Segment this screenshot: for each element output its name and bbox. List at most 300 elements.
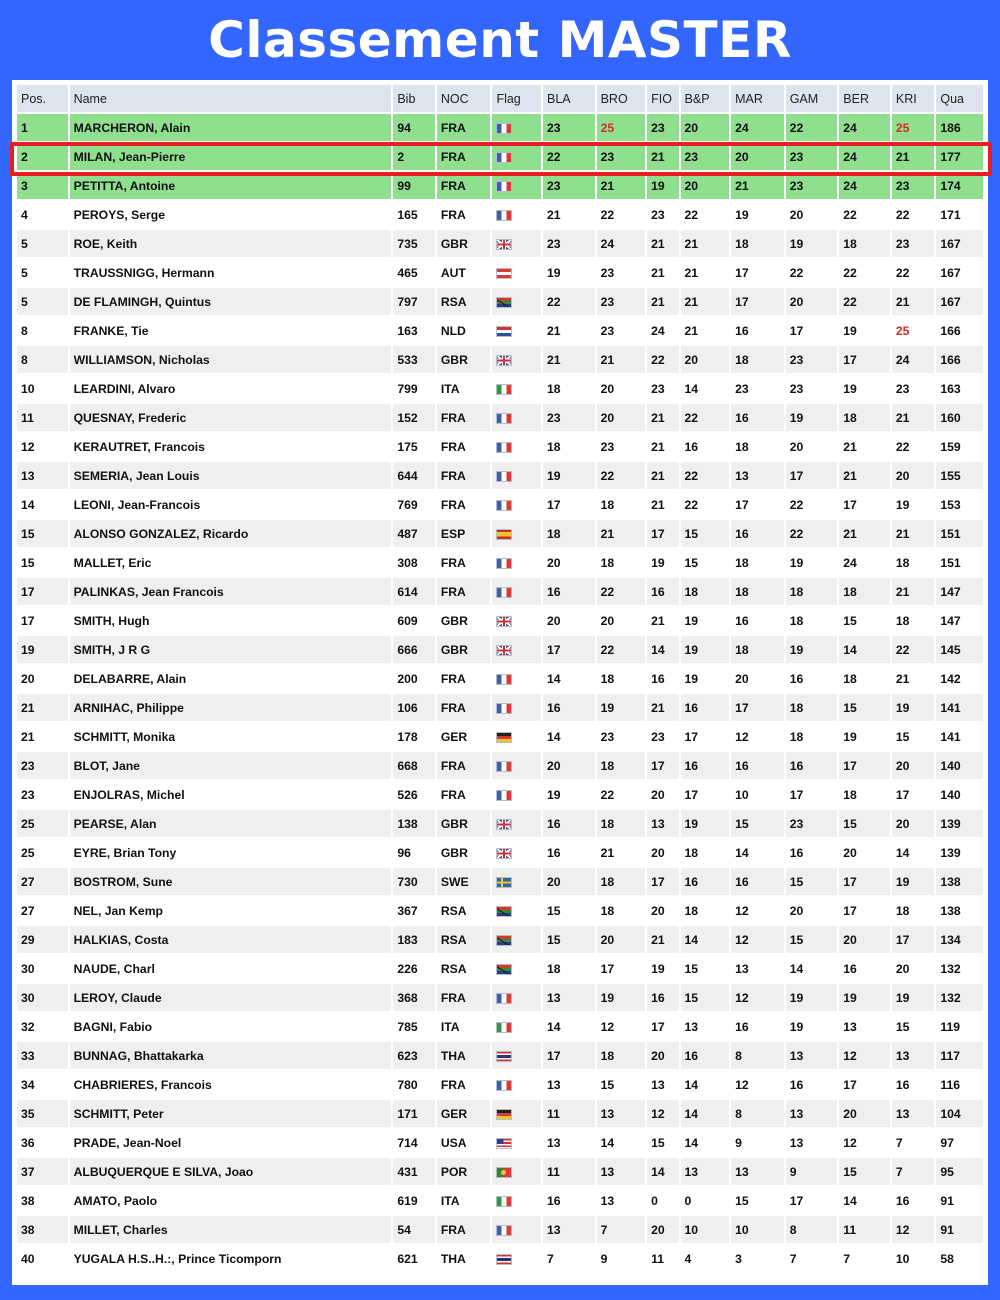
- cell-kri: 16: [892, 1071, 934, 1098]
- cell-flag: [492, 897, 541, 924]
- table-row[interactable]: [17, 578, 983, 605]
- table-row[interactable]: [17, 172, 983, 199]
- flag-gbr-icon: [496, 848, 512, 859]
- table-row[interactable]: [17, 984, 983, 1011]
- cell-bro: 20: [597, 607, 646, 634]
- cell-pos: 30: [17, 984, 68, 1011]
- col-header-pos[interactable]: Pos.: [17, 85, 68, 112]
- cell-bib: 526: [393, 781, 434, 808]
- cell-fio: 20: [647, 1216, 678, 1243]
- table-row[interactable]: [17, 752, 983, 779]
- cell-gam: 18: [786, 723, 838, 750]
- cell-noc: FRA: [437, 549, 491, 576]
- cell-flag: [492, 723, 541, 750]
- flag-fra-icon: [496, 123, 512, 134]
- table-row[interactable]: [17, 404, 983, 431]
- cell-flag: [492, 1071, 541, 1098]
- results-body: [17, 114, 983, 1272]
- cell-noc: GBR: [437, 346, 491, 373]
- cell-fio: 13: [647, 810, 678, 837]
- results-table: [15, 83, 985, 1274]
- cell-fio: 21: [647, 433, 678, 460]
- cell-fio: 0: [647, 1187, 678, 1214]
- cell-kri: 22: [892, 433, 934, 460]
- table-row[interactable]: [17, 636, 983, 663]
- cell-bla: 13: [543, 1216, 595, 1243]
- cell-name: HALKIAS, Costa: [70, 926, 392, 953]
- cell-kri: 18: [892, 897, 934, 924]
- cell-noc: GBR: [437, 839, 491, 866]
- cell-bib: 714: [393, 1129, 434, 1156]
- table-row[interactable]: [17, 462, 983, 489]
- cell-bro: 23: [597, 317, 646, 344]
- cell-fio: 12: [647, 1100, 678, 1127]
- table-row[interactable]: [17, 781, 983, 808]
- cell-pos: 27: [17, 868, 68, 895]
- cell-bro: 23: [597, 143, 646, 170]
- cell-bp: 15: [681, 520, 730, 547]
- cell-fio: 24: [647, 317, 678, 344]
- cell-qua: 145: [936, 636, 983, 663]
- cell-flag: [492, 375, 541, 402]
- page-title: Classement MASTER: [208, 11, 792, 69]
- cell-kri: 17: [892, 781, 934, 808]
- col-header-qua[interactable]: Qua: [936, 85, 983, 112]
- cell-bp: 19: [681, 636, 730, 663]
- cell-pos: 5: [17, 259, 68, 286]
- cell-mar: 18: [731, 433, 784, 460]
- cell-name: DE FLAMINGH, Quintus: [70, 288, 392, 315]
- table-row[interactable]: [17, 230, 983, 257]
- cell-gam: 22: [786, 491, 838, 518]
- cell-mar: 12: [731, 984, 784, 1011]
- cell-name: SMITH, Hugh: [70, 607, 392, 634]
- cell-bp: 14: [681, 926, 730, 953]
- table-row[interactable]: [17, 1100, 983, 1127]
- col-header-mar[interactable]: MAR: [731, 85, 784, 112]
- cell-name: KERAUTRET, Francois: [70, 433, 392, 460]
- cell-name: LEARDINI, Alvaro: [70, 375, 392, 402]
- cell-bp: 22: [681, 462, 730, 489]
- cell-noc: FRA: [437, 1071, 491, 1098]
- table-row[interactable]: [17, 1042, 983, 1069]
- cell-noc: AUT: [437, 259, 491, 286]
- flag-fra-icon: [496, 210, 512, 221]
- cell-pos: 17: [17, 578, 68, 605]
- cell-noc: ITA: [437, 375, 491, 402]
- cell-pos: 5: [17, 230, 68, 257]
- cell-bp: 17: [681, 781, 730, 808]
- cell-flag: [492, 462, 541, 489]
- table-row[interactable]: [17, 926, 983, 953]
- cell-noc: GBR: [437, 230, 491, 257]
- cell-kri: 16: [892, 1187, 934, 1214]
- cell-pos: 15: [17, 549, 68, 576]
- cell-bp: 14: [681, 375, 730, 402]
- cell-gam: 7: [786, 1245, 838, 1272]
- cell-name: NEL, Jan Kemp: [70, 897, 392, 924]
- col-header-gam[interactable]: GAM: [786, 85, 838, 112]
- cell-pos: 21: [17, 723, 68, 750]
- table-row[interactable]: [17, 694, 983, 721]
- table-row[interactable]: [17, 520, 983, 547]
- cell-fio: 14: [647, 1158, 678, 1185]
- cell-pos: 25: [17, 810, 68, 837]
- cell-gam: 23: [786, 810, 838, 837]
- flag-fra-icon: [496, 587, 512, 598]
- cell-bp: 14: [681, 1129, 730, 1156]
- col-header-ber[interactable]: BER: [839, 85, 890, 112]
- cell-qua: 155: [936, 462, 983, 489]
- cell-name: SCHMITT, Peter: [70, 1100, 392, 1127]
- cell-bla: 19: [543, 781, 595, 808]
- cell-fio: 17: [647, 752, 678, 779]
- table-row[interactable]: [17, 1013, 983, 1040]
- flag-gbr-icon: [496, 616, 512, 627]
- cell-bp: 16: [681, 433, 730, 460]
- cell-ber: 19: [839, 317, 890, 344]
- cell-gam: 20: [786, 433, 838, 460]
- cell-bib: 308: [393, 549, 434, 576]
- col-header-fio[interactable]: FIO: [647, 85, 678, 112]
- cell-bla: 17: [543, 491, 595, 518]
- cell-pos: 23: [17, 781, 68, 808]
- cell-pos: 4: [17, 201, 68, 228]
- cell-bib: 138: [393, 810, 434, 837]
- cell-kri: 21: [892, 404, 934, 431]
- cell-bro: 15: [597, 1071, 646, 1098]
- cell-name: BAGNI, Fabio: [70, 1013, 392, 1040]
- col-header-bla[interactable]: BLA: [543, 85, 595, 112]
- cell-mar: 24: [731, 114, 784, 141]
- cell-ber: 17: [839, 868, 890, 895]
- table-row[interactable]: [17, 433, 983, 460]
- cell-kri: 19: [892, 694, 934, 721]
- cell-fio: 19: [647, 549, 678, 576]
- cell-pos: 12: [17, 433, 68, 460]
- cell-bro: 23: [597, 259, 646, 286]
- col-header-kri[interactable]: KRI: [892, 85, 934, 112]
- cell-qua: 186: [936, 114, 983, 141]
- cell-gam: 19: [786, 549, 838, 576]
- cell-flag: [492, 317, 541, 344]
- flag-gbr-icon: [496, 355, 512, 366]
- cell-name: BOSTROM, Sune: [70, 868, 392, 895]
- cell-ber: 17: [839, 752, 890, 779]
- cell-name: WILLIAMSON, Nicholas: [70, 346, 392, 373]
- cell-bro: 22: [597, 578, 646, 605]
- table-row[interactable]: [17, 955, 983, 982]
- flag-fra-icon: [496, 442, 512, 453]
- table-row[interactable]: [17, 897, 983, 924]
- cell-qua: 138: [936, 868, 983, 895]
- cell-qua: 142: [936, 665, 983, 692]
- cell-bro: 20: [597, 926, 646, 953]
- flag-fra-icon: [496, 413, 512, 424]
- table-row[interactable]: [17, 810, 983, 837]
- table-row[interactable]: [17, 259, 983, 286]
- table-row[interactable]: [17, 1071, 983, 1098]
- cell-pos: 15: [17, 520, 68, 547]
- table-row[interactable]: [17, 201, 983, 228]
- cell-flag: [492, 752, 541, 779]
- cell-flag: [492, 259, 541, 286]
- cell-qua: 95: [936, 1158, 983, 1185]
- cell-name: QUESNAY, Frederic: [70, 404, 392, 431]
- cell-kri: 19: [892, 868, 934, 895]
- flag-usa-icon: [496, 1138, 512, 1149]
- cell-qua: 171: [936, 201, 983, 228]
- cell-ber: 12: [839, 1129, 890, 1156]
- table-row[interactable]: [17, 1245, 983, 1272]
- cell-mar: 15: [731, 1187, 784, 1214]
- cell-bp: 22: [681, 201, 730, 228]
- table-row[interactable]: [17, 288, 983, 315]
- cell-noc: GBR: [437, 607, 491, 634]
- flag-ger-icon: [496, 1109, 512, 1120]
- cell-noc: ESP: [437, 520, 491, 547]
- table-row[interactable]: [17, 143, 983, 170]
- table-row[interactable]: [17, 665, 983, 692]
- cell-bp: 4: [681, 1245, 730, 1272]
- cell-bro: 18: [597, 491, 646, 518]
- flag-nld-icon: [496, 326, 512, 337]
- cell-qua: 177: [936, 143, 983, 170]
- flag-fra-icon: [496, 500, 512, 511]
- cell-bp: 21: [681, 288, 730, 315]
- cell-kri: 22: [892, 636, 934, 663]
- cell-bro: 21: [597, 839, 646, 866]
- cell-name: FRANKE, Tie: [70, 317, 392, 344]
- cell-noc: RSA: [437, 288, 491, 315]
- cell-bro: 19: [597, 694, 646, 721]
- cell-flag: [492, 1158, 541, 1185]
- cell-kri: 19: [892, 984, 934, 1011]
- cell-bib: 730: [393, 868, 434, 895]
- cell-bp: 0: [681, 1187, 730, 1214]
- cell-pos: 20: [17, 665, 68, 692]
- cell-bla: 16: [543, 1187, 595, 1214]
- cell-noc: FRA: [437, 694, 491, 721]
- cell-bro: 21: [597, 346, 646, 373]
- cell-noc: FRA: [437, 578, 491, 605]
- cell-mar: 13: [731, 955, 784, 982]
- cell-mar: 17: [731, 288, 784, 315]
- cell-bp: 23: [681, 143, 730, 170]
- cell-ber: 22: [839, 288, 890, 315]
- flag-gbr-icon: [496, 645, 512, 656]
- cell-qua: 140: [936, 781, 983, 808]
- cell-flag: [492, 810, 541, 837]
- cell-name: AMATO, Paolo: [70, 1187, 392, 1214]
- cell-qua: 166: [936, 346, 983, 373]
- cell-ber: 21: [839, 462, 890, 489]
- cell-bib: 163: [393, 317, 434, 344]
- cell-gam: 15: [786, 926, 838, 953]
- cell-mar: 20: [731, 665, 784, 692]
- cell-kri: 21: [892, 665, 934, 692]
- table-header-row: [17, 85, 983, 112]
- table-row[interactable]: [17, 549, 983, 576]
- col-header-name[interactable]: Name: [70, 85, 392, 112]
- col-header-bro[interactable]: BRO: [597, 85, 646, 112]
- cell-qua: 139: [936, 810, 983, 837]
- col-header-bib[interactable]: Bib: [393, 85, 434, 112]
- cell-bib: 614: [393, 578, 434, 605]
- flag-aut-icon: [496, 268, 512, 279]
- cell-bp: 13: [681, 1013, 730, 1040]
- table-row[interactable]: [17, 1158, 983, 1185]
- cell-name: SEMERIA, Jean Louis: [70, 462, 392, 489]
- table-row[interactable]: [17, 723, 983, 750]
- cell-gam: 23: [786, 143, 838, 170]
- cell-pos: 23: [17, 752, 68, 779]
- cell-bp: 19: [681, 665, 730, 692]
- cell-pos: 8: [17, 346, 68, 373]
- cell-bib: 780: [393, 1071, 434, 1098]
- cell-gam: 20: [786, 201, 838, 228]
- cell-bro: 13: [597, 1187, 646, 1214]
- results-panel: [12, 80, 988, 1285]
- cell-flag: [492, 839, 541, 866]
- table-row[interactable]: [17, 607, 983, 634]
- cell-bro: 13: [597, 1158, 646, 1185]
- cell-noc: FRA: [437, 1216, 491, 1243]
- cell-mar: 16: [731, 1013, 784, 1040]
- cell-bla: 13: [543, 984, 595, 1011]
- cell-noc: USA: [437, 1129, 491, 1156]
- flag-fra-icon: [496, 703, 512, 714]
- flag-gbr-icon: [496, 239, 512, 250]
- cell-bp: 20: [681, 172, 730, 199]
- cell-kri: 25: [892, 114, 934, 141]
- cell-bro: 24: [597, 230, 646, 257]
- cell-gam: 18: [786, 694, 838, 721]
- cell-mar: 18: [731, 578, 784, 605]
- cell-bro: 21: [597, 520, 646, 547]
- cell-flag: [492, 1187, 541, 1214]
- cell-ber: 20: [839, 926, 890, 953]
- cell-qua: 141: [936, 694, 983, 721]
- cell-bib: 785: [393, 1013, 434, 1040]
- table-row[interactable]: [17, 375, 983, 402]
- cell-ber: 18: [839, 781, 890, 808]
- cell-mar: 17: [731, 694, 784, 721]
- cell-ber: 19: [839, 375, 890, 402]
- cell-fio: 17: [647, 868, 678, 895]
- cell-bib: 178: [393, 723, 434, 750]
- table-row[interactable]: [17, 1129, 983, 1156]
- cell-bro: 19: [597, 984, 646, 1011]
- cell-noc: NLD: [437, 317, 491, 344]
- cell-kri: 21: [892, 578, 934, 605]
- cell-noc: FRA: [437, 114, 491, 141]
- col-header-noc[interactable]: NOC: [437, 85, 491, 112]
- cell-bib: 226: [393, 955, 434, 982]
- cell-name: CHABRIERES, Francois: [70, 1071, 392, 1098]
- cell-noc: FRA: [437, 404, 491, 431]
- cell-pos: 32: [17, 1013, 68, 1040]
- cell-gam: 23: [786, 172, 838, 199]
- cell-bro: 9: [597, 1245, 646, 1272]
- cell-kri: 13: [892, 1100, 934, 1127]
- table-row[interactable]: [17, 114, 983, 141]
- table-row[interactable]: [17, 868, 983, 895]
- cell-ber: 19: [839, 984, 890, 1011]
- cell-noc: FRA: [437, 462, 491, 489]
- cell-name: DELABARRE, Alain: [70, 665, 392, 692]
- col-header-bp[interactable]: B&P: [681, 85, 730, 112]
- cell-noc: FRA: [437, 984, 491, 1011]
- cell-fio: 21: [647, 230, 678, 257]
- cell-gam: 15: [786, 868, 838, 895]
- cell-qua: 116: [936, 1071, 983, 1098]
- cell-kri: 13: [892, 1042, 934, 1069]
- table-row[interactable]: [17, 317, 983, 344]
- cell-bro: 14: [597, 1129, 646, 1156]
- cell-flag: [492, 520, 541, 547]
- cell-gam: 22: [786, 520, 838, 547]
- cell-bib: 797: [393, 288, 434, 315]
- cell-kri: 18: [892, 607, 934, 634]
- table-row[interactable]: [17, 346, 983, 373]
- cell-bib: 183: [393, 926, 434, 953]
- cell-mar: 16: [731, 868, 784, 895]
- cell-bib: 619: [393, 1187, 434, 1214]
- cell-bib: 769: [393, 491, 434, 518]
- cell-name: MILLET, Charles: [70, 1216, 392, 1243]
- cell-name: TRAUSSNIGG, Hermann: [70, 259, 392, 286]
- cell-gam: 17: [786, 781, 838, 808]
- cell-flag: [492, 1216, 541, 1243]
- table-row[interactable]: [17, 491, 983, 518]
- cell-ber: 17: [839, 346, 890, 373]
- cell-ber: 18: [839, 404, 890, 431]
- cell-bp: 18: [681, 897, 730, 924]
- flag-fra-icon: [496, 761, 512, 772]
- cell-pos: 33: [17, 1042, 68, 1069]
- cell-noc: RSA: [437, 926, 491, 953]
- cell-mar: 20: [731, 143, 784, 170]
- cell-fio: 23: [647, 723, 678, 750]
- cell-mar: 13: [731, 1158, 784, 1185]
- cell-gam: 16: [786, 839, 838, 866]
- cell-bla: 21: [543, 317, 595, 344]
- cell-bro: 23: [597, 433, 646, 460]
- table-row[interactable]: [17, 1187, 983, 1214]
- cell-flag: [492, 955, 541, 982]
- cell-flag: [492, 694, 541, 721]
- cell-qua: 91: [936, 1187, 983, 1214]
- cell-ber: 18: [839, 230, 890, 257]
- cell-bro: 23: [597, 288, 646, 315]
- flag-fra-icon: [496, 1080, 512, 1091]
- cell-gam: 20: [786, 897, 838, 924]
- cell-bib: 152: [393, 404, 434, 431]
- flag-ita-icon: [496, 384, 512, 395]
- cell-pos: 27: [17, 897, 68, 924]
- cell-bp: 14: [681, 1071, 730, 1098]
- flag-ger-icon: [496, 732, 512, 743]
- cell-flag: [492, 636, 541, 663]
- table-row[interactable]: [17, 839, 983, 866]
- cell-bla: 20: [543, 607, 595, 634]
- cell-noc: GER: [437, 723, 491, 750]
- cell-mar: 16: [731, 317, 784, 344]
- cell-qua: 159: [936, 433, 983, 460]
- col-header-flag[interactable]: Flag: [492, 85, 541, 112]
- table-row[interactable]: [17, 1216, 983, 1243]
